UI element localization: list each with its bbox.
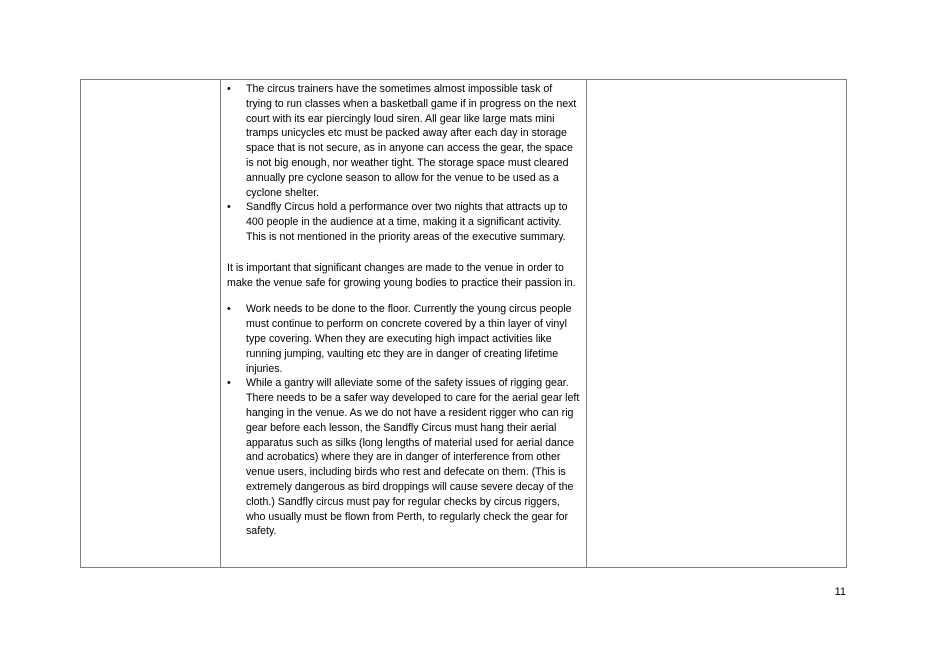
bullet-icon: •: [227, 83, 231, 95]
table-left-cell: [81, 80, 221, 567]
bullet-list-bottom: [227, 302, 580, 539]
list-item: [227, 82, 580, 200]
bullet-list-top: [227, 82, 580, 245]
list-item: [227, 200, 580, 244]
list-item-text: Work needs to be done to the floor. Currently the young circus people must continue to perform on concrete covered by a thin layer of vinyl type covering. When they are executing high impact activities like running jumping, vaulting etc they are in danger of creating lifetime injuries.: [246, 303, 572, 375]
page-number: 11: [834, 586, 846, 598]
bullet-icon: •: [227, 303, 231, 316]
body-paragraph: It is important that significant changes are made to the venue in order to make the venue safe for growing young bodies to practice their passion in.: [227, 261, 576, 289]
table-middle-cell: [221, 80, 587, 567]
list-item: [227, 376, 580, 539]
bullet-icon: •: [227, 201, 231, 214]
list-item-text: While a gantry will alleviate some of the safety issues of rigging gear. There needs to be a safer way developed to care for the aerial gear left hanging in the venue. As we do not have a resident rigger who can rig gear before each lesson, the Sandfly Circus must hang their aerial apparatus such as silks (long lengths of material used for aerial dance and acrobatics) where they are in danger of interference from other venue users, including birds who rest and defecate on them. (This is extremely dangerous as bird droppings will cause severe decay of the cloth.) Sandfly circus must pay for regular checks by circus riggers, who usually must be flown from Perth, to regularly check the gear for safety.: [246, 377, 580, 538]
list-item: [227, 302, 580, 376]
bullet-icon: •: [227, 377, 231, 390]
document-table: [80, 79, 847, 568]
list-item-text: Sandfly Circus hold a performance over two nights that attracts up to 400 people in the audience at a time, making it a significant activity. This is not mentioned in the priority areas of the executive summary.: [246, 201, 568, 243]
list-item-text: The circus trainers have the sometimes almost impossible task of trying to run classes when a basketball game if in progress on the next court with its ear piercingly loud siren. All gear like large mats mini tramps unicycles etc must be packed away after each day in storage space that is not secure, as in anyone can access the gear, the space is not big enough, nor weather tight. The storage space must cleared annually pre cyclone season to allow for the venue to be used as a cyclone shelter.: [246, 83, 577, 199]
table-right-cell: [587, 80, 846, 567]
